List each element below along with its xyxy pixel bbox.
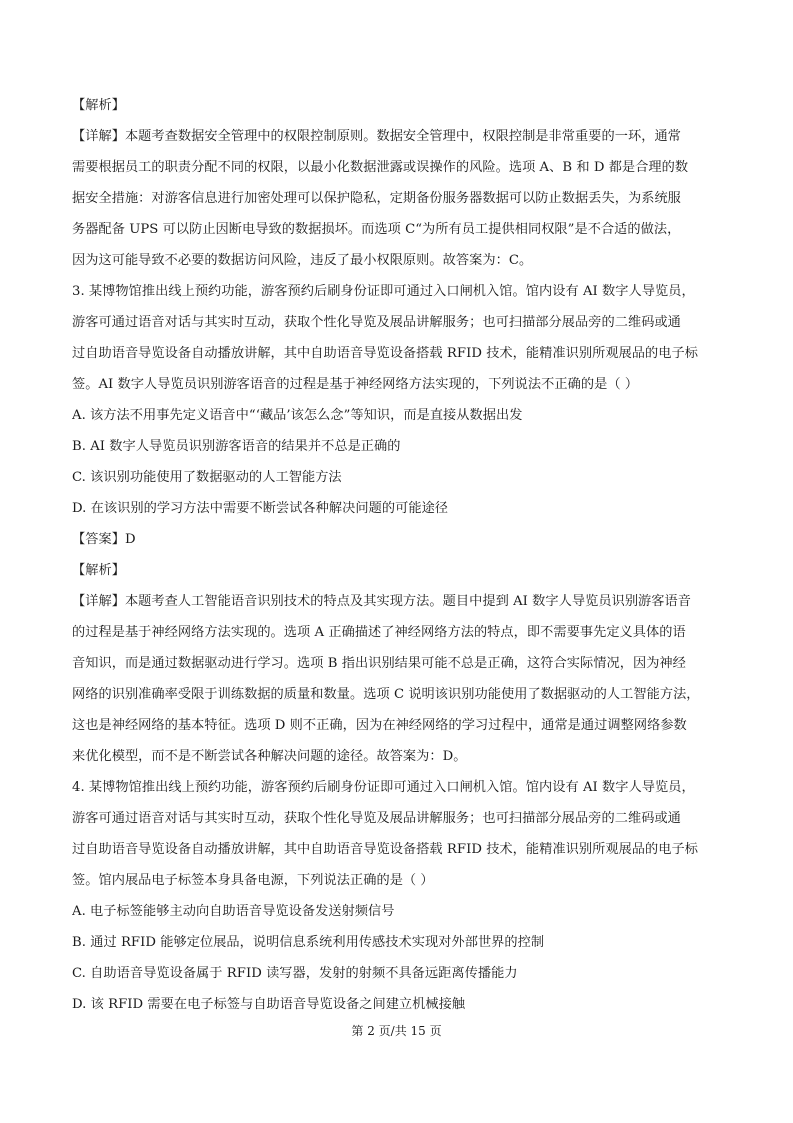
answer-line: 【答案】D bbox=[72, 532, 136, 547]
detail-line: 【详解】本题考查数据安全管理中的权限控制原则。数据安全管理中，权限控制是非常重要的一环，通常 bbox=[72, 129, 681, 144]
question-stem-line: 3. 某博物馆推出线上预约功能，游客预约后刷身份证即可通过入口闸机入馆。馆内设有 AI 数字人导览员， bbox=[72, 284, 695, 299]
question-stem-line: 签。AI 数字人导览员识别游客语音的过程是基于神经网络方法实现的，下列说法不正确的是（ ） bbox=[72, 377, 639, 392]
detail-line: 来优化模型，而不是不断尝试各种解决问题的途径。故答案为：D。 bbox=[72, 749, 467, 764]
page-content bbox=[72, 90, 722, 1020]
detail-line: 因为这可能导致不必要的数据访问风险，违反了最小权限原则。故答案为：C。 bbox=[72, 253, 533, 268]
detail-line: 这也是神经网络的基本特征。选项 D 则不正确，因为在神经网络的学习过程中，通常是通过调整网络参数 bbox=[72, 718, 687, 733]
question-stem-line: 游客可通过语音对话与其实时互动，获取个性化导览及展品讲解服务；也可扫描部分展品旁的二维码或通 bbox=[72, 315, 681, 330]
option-a: A. 电子标签能够主动向自助语音导览设备发送射频信号 bbox=[72, 904, 395, 919]
question-stem-line: 签。馆内展品电子标签本身具备电源，下列说法正确的是（ ） bbox=[72, 873, 434, 888]
detail-line: 需要根据员工的职责分配不同的权限，以最小化数据泄露或误操作的风险。选项 A、B 和 D 都是合理的数 bbox=[72, 160, 689, 175]
detail-line: 网络的识别准确率受限于训练数据的质量和数量。选项 C 说明该识别功能使用了数据驱动的人工智能方法， bbox=[72, 687, 700, 702]
question-stem-line: 过自助语音导览设备自动播放讲解，其中自助语音导览设备搭载 RFID 技术，能精准识别所观展品的电子标 bbox=[72, 346, 698, 361]
detail-line: 的过程是基于神经网络方法实现的。选项 A 正确描述了神经网络方法的特点，即不需要事先定义具体的语 bbox=[72, 625, 686, 640]
detail-line: 务器配备 UPS 可以防止因断电导致的数据损坏。而选项 C“为所有员工提供相同权限”是不合适的做法， bbox=[72, 222, 681, 237]
analysis-tag: 【解析】 bbox=[72, 563, 125, 578]
option-c: C. 该识别功能使用了数据驱动的人工智能方法 bbox=[72, 470, 342, 485]
detail-line: 【详解】本题考查人工智能语音识别技术的特点及其实现方法。题目中提到 AI 数字人导览员识别游客语音 bbox=[72, 594, 691, 609]
detail-line: 音知识，而是通过数据驱动进行学习。选项 B 指出识别结果可能不总是正确，这符合实际情况，因为神经 bbox=[72, 656, 686, 671]
question-stem-line: 过自助语音导览设备自动播放讲解，其中自助语音导览设备搭载 RFID 技术，能精准识别所观展品的电子标 bbox=[72, 842, 698, 857]
option-c: C. 自助语音导览设备属于 RFID 读写器，发射的射频不具备远距离传播能力 bbox=[72, 966, 518, 981]
option-b: B. 通过 RFID 能够定位展品，说明信息系统利用传感技术实现对外部世界的控制 bbox=[72, 935, 545, 950]
option-d: D. 该 RFID 需要在电子标签与自助语音导览设备之间建立机械接触 bbox=[72, 997, 466, 1012]
analysis-tag: 【解析】 bbox=[72, 98, 125, 113]
option-a: A. 该方法不用事先定义语音中“‘藏品’该怎么念”等知识，而是直接从数据出发 bbox=[72, 408, 523, 423]
question-stem-line: 4. 某博物馆推出线上预约功能，游客预约后刷身份证即可通过入口闸机入馆。馆内设有 AI 数字人导览员， bbox=[72, 780, 695, 795]
option-b: B. AI 数字人导览员识别游客语音的结果并不总是正确的 bbox=[72, 439, 401, 454]
page-number: 第 2 页/共 15 页 bbox=[351, 1024, 442, 1038]
detail-line: 据安全措施：对游客信息进行加密处理可以保护隐私，定期备份服务器数据可以防止数据丢失，为系统服 bbox=[72, 191, 681, 206]
question-stem-line: 游客可通过语音对话与其实时互动，获取个性化导览及展品讲解服务；也可扫描部分展品旁的二维码或通 bbox=[72, 811, 681, 826]
option-d: D. 在该识别的学习方法中需要不断尝试各种解决问题的可能途径 bbox=[72, 501, 449, 516]
